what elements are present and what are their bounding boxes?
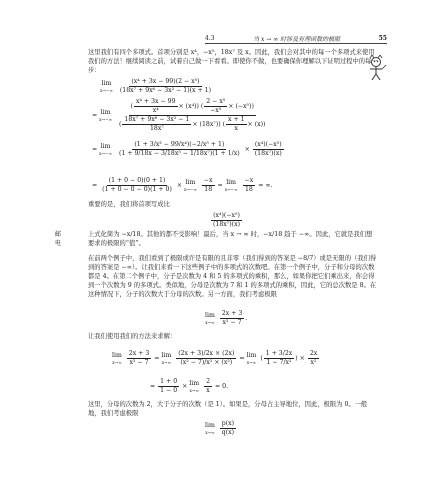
- paragraph-2: 重要的是，我们将首项写成比: [88, 201, 170, 208]
- lim-sub: x→∞: [205, 320, 215, 325]
- lim-sub: x→∞: [246, 360, 257, 365]
- frac-num: (1 + 0 − 0)(0 + 1): [108, 177, 166, 184]
- eq3-ratio-den: (18x⁷)(x): [254, 150, 282, 157]
- frac-num: 2x + 3: [221, 310, 243, 317]
- frac-den: x: [234, 125, 239, 132]
- frac-den: x⁴: [152, 107, 159, 114]
- frac-den: 18: [244, 186, 253, 193]
- frac-num: −x: [203, 177, 213, 184]
- frac-den: x: [206, 387, 210, 394]
- lim-label: lim: [161, 352, 172, 359]
- lim-label: lim: [185, 179, 196, 186]
- frac-den: 1 − 7/x²: [266, 359, 292, 366]
- page-number: 55: [378, 34, 387, 42]
- frac-num: 2 − x⁵: [206, 98, 226, 105]
- lim-sub: x→−∞: [224, 187, 238, 192]
- lim-label: lim: [205, 422, 215, 429]
- lim-label: lim: [101, 80, 112, 87]
- factor: × (−x⁵): [228, 103, 252, 110]
- frac-den: −x⁵: [210, 107, 222, 114]
- equation-3: [92, 141, 285, 158]
- lim-label: lim: [226, 179, 237, 186]
- paragraph-4: 在前两个例子中，我们看到了极限或许是有限的且非零（我们得到的答案是 −8/7）或是无限的（我们得到的答案是 −∞）。让我们来看一下这些例子中的多项式的次数吧。在第一个例子中，分子和分母的次数都是 4。在第二个例子中，分子是次数为 4 和 5 的多项式的乘积，那么，如果你把它们乘出来，你会得到一个次数为 9 的多项式。类似地，分母是次数为 7 和 1 的多项式的乘积，因此，它的总次数是 8。在这种情况下，分子的次数大于分母的次数。另一方面，我们考虑极限: [88, 255, 377, 298]
- lim-label: lim: [205, 312, 215, 319]
- margin-label: [55, 230, 61, 248]
- equals-sign: =: [92, 146, 98, 153]
- equals-sign: =: [239, 355, 245, 362]
- lim-label: lim: [100, 143, 111, 150]
- frac-num: 2: [206, 378, 211, 385]
- paragraph-5: 让我们使用我们的方法来求解：: [88, 333, 177, 340]
- lim-sub: x→−∞: [184, 187, 197, 192]
- frac-den: x² − 7: [222, 319, 242, 326]
- lim-sub: x→∞: [205, 430, 215, 435]
- equals-sign: =: [154, 355, 160, 362]
- section-number: 4.3: [205, 34, 215, 42]
- frac-den: q(x): [221, 429, 235, 436]
- frac-den: 18x⁷: [149, 125, 164, 132]
- margin-label-line: 邮: [55, 231, 62, 238]
- frac-num: 2x + 3: [128, 350, 150, 357]
- section-title: 当 x → ∞ 时涉及有理函数的极限: [253, 35, 341, 43]
- lim-sub: x→∞: [189, 388, 199, 393]
- frac-num: p(x): [221, 420, 235, 427]
- running-header: [205, 33, 387, 44]
- lim-sub: x→−∞: [100, 88, 113, 93]
- lim-label: lim: [246, 352, 257, 359]
- eq3-numerator: (1 + 3/x³ − 99/x⁴)(−2/x⁵ + 1): [134, 141, 225, 148]
- lim-sub: x→∞: [161, 360, 171, 365]
- frac-num: x⁴ + 3x − 99: [136, 98, 176, 105]
- lim-label: lim: [112, 352, 122, 359]
- equation-4: [92, 177, 272, 194]
- eq1-numerator: (x⁴ + 3x − 99)(2 − x⁵): [131, 78, 200, 85]
- equals-sign: =: [150, 383, 156, 390]
- eq1-denominator: (18x⁷ + 9x⁶ − 3x² − 1)(x + 1): [119, 87, 211, 94]
- frac-num: (2x + 3)/2x × (2x): [178, 350, 235, 357]
- frac-num: 1 + 3/2x: [265, 350, 293, 357]
- equals-sign: =: [92, 112, 98, 119]
- frac-den: 1 − 0: [160, 387, 178, 394]
- frac-num: 1 + 0: [160, 378, 178, 385]
- paragraph-3: 上式化简为 −x/18。其他的都不受影响！最后，当 x → ∞ 时，−x/18 趋于 −∞。因此，它就是我们想要求的极限的“值”。: [88, 231, 373, 247]
- frac-den: x² − 7: [129, 359, 149, 366]
- equals-sign: =: [217, 182, 223, 189]
- lim-sub: x→−∞: [99, 117, 113, 122]
- factor: × (18x⁷): [192, 121, 219, 128]
- equation-5: [205, 310, 247, 327]
- intro-paragraph: 这里我们有四个多项式。首项分别是 x⁴，−x⁵，18x⁷ 及 x。因此，我们会对其中的每一个多项式来使用我们的方法！继续阅读之前，试着自己做一下看看。即使你不做，也要确保你理解以下证明过程中的每一步：: [88, 49, 378, 74]
- eq2-numerator: ( $\frac{\text{x⁴ + 3x − 99}}{\text{x⁴}}$ × (x⁴)) ( $\frac{\text{2 − x⁵}}{\text{−x⁵}}$ × (−x⁵)): [130, 98, 254, 114]
- equals-sign: =: [92, 182, 98, 189]
- equation-8: [205, 420, 237, 437]
- lim-label: lim: [189, 380, 200, 387]
- frac-den: 18: [204, 186, 213, 193]
- frac-den: (x² − 7)/x² × (x²): [180, 359, 233, 366]
- margin-label-line: 电: [55, 240, 62, 247]
- frac-num: (x⁴)(−x⁵): [213, 212, 240, 219]
- paragraph-6: 这里，分母的次数为 2，大于分子的次数（是 1）。如果是，分母占主导地位，因此，极限为 0。一般地，我们考虑极限: [88, 401, 368, 417]
- equation-7: [150, 378, 228, 395]
- equation-1: [100, 78, 214, 95]
- period: .: [245, 315, 248, 322]
- eq3-ratio-num: (x⁴)(−x⁵): [254, 141, 282, 148]
- times-sign: ×: [244, 146, 250, 153]
- lim-sub: x→∞: [112, 360, 122, 365]
- frac-num: 2x: [309, 350, 318, 357]
- ratio-display: [210, 212, 243, 229]
- equation-6: lim x→∞ $\frac{2x + 3}{\text{x² − 7}}$ = lim x→∞ $\frac{(2x + 3)/2x \times (2x)}{\text{(x² − 7)/x² × (x²)}}$ = lim x→∞ ( $\frac{1 + 3/2x}{\text{1 − 7/x²}}$ ) × $\frac{2x}{\text{x²}}$: [112, 350, 318, 366]
- frac-num: x + 1: [228, 116, 245, 123]
- eq3-denominator: (1 + 9/18x − 3/18x⁵ − 1/18x⁷)(1 + 1/x): [119, 150, 240, 157]
- frac-num: 18x⁷ + 9x⁶ − 3x² − 1: [124, 116, 190, 123]
- frac-num: −x: [244, 177, 254, 184]
- frac-den: (18x⁷)(x): [213, 221, 240, 228]
- frac-den: x²: [310, 359, 317, 366]
- times-sign: ×: [299, 355, 305, 362]
- times-sign: ×: [182, 383, 188, 390]
- lim-sub: x→−∞: [99, 151, 113, 156]
- equation-2: [92, 98, 268, 133]
- lim-label: lim: [100, 109, 111, 116]
- eq2-denominator: ( $\frac{\text{18x⁷ + 9x⁶ − 3x² − 1}}{\text{18x⁷}}$ × (18x⁷)) ( $\frac{x + 1}{x}$ × (x)): [119, 116, 266, 132]
- factor: × (x⁴): [178, 103, 197, 110]
- eq7-result: = 0.: [214, 383, 229, 390]
- frac-den: (1 + 0 − 0 − 0)(1 + 0): [102, 186, 172, 193]
- eq4-result: = ∞.: [258, 182, 273, 189]
- factor: × (x): [247, 121, 264, 128]
- times-sign: ×: [176, 182, 183, 189]
